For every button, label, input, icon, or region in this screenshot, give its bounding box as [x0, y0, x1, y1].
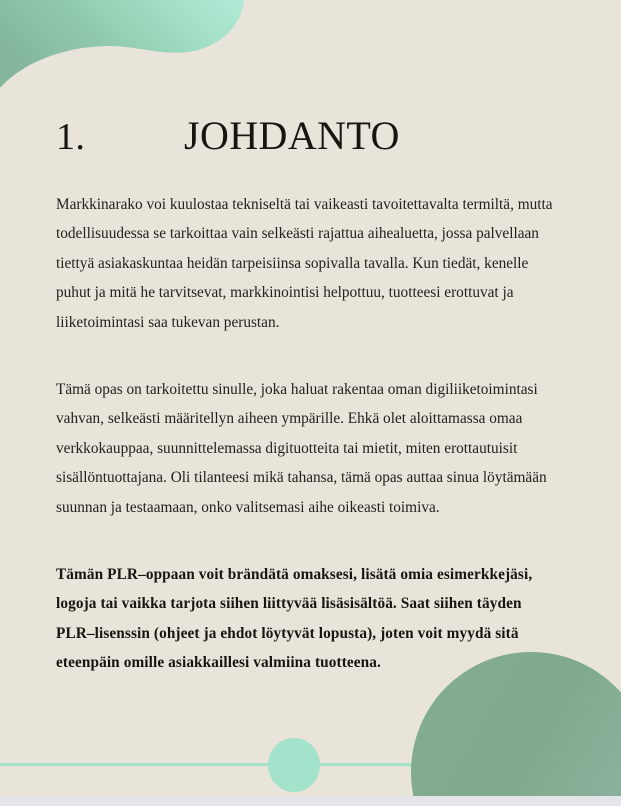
heading-number: 1.: [56, 116, 86, 158]
heading-title: JOHDANTO: [184, 113, 400, 158]
page-outer-edge: [0, 796, 621, 806]
bottom-center-circle: [268, 738, 320, 792]
top-left-wave-blob: [0, 0, 260, 90]
body-text-block: [56, 190, 556, 678]
paragraph-intro-market-niche: Markkinarako voi kuulostaa tekniseltä tai vaikeasti tavoitettavalta termiltä, mutta todellisuudessa se tarkoittaa vain selkeästi rajattua aihealuetta, jossa palvellaan tiettyä asiakaskuntaa heidän tarpeisiinsa sopivalla tavalla. Kun tiedät, kenelle puhut ja mitä he tarvitsevat, markkinointisi helpottuu, tuotteesi erottuvat ja liiketoimintasi saa tukevan perustan.: [56, 196, 553, 331]
page-title: [56, 112, 556, 161]
paragraph-plr-license-note: Tämän PLR–oppaan voit brändätä omaksesi, lisätä omia esimerkkejäsi, logoja tai vaikka tarjota siihen liittyvää lisäsisältöä. Saat siihen täyden PLR–lisenssin (ohjeet ja ehdot löytyvät lopusta), joten voit myydä sitä eteenpäin omille asiakkaillesi valmiina tuotteena.: [56, 566, 533, 672]
paragraph-guide-audience: Tämä opas on tarkoitettu sinulle, joka haluat rakentaa oman digiliiketoimintasi vahvan, selkeästi määritellyn aiheen ympärille. Ehkä olet aloittamassa omaa verkkokauppaa, suunnittelemassa digituotteita tai mietit, miten erottautuisit sisällöntuottajana. Oli tilanteesi mikä tahansa, tämä opas auttaa sinua löytämään suunnan ja testaamaan, onko valitsemasi aihe oikeasti toimiva.: [56, 381, 547, 516]
